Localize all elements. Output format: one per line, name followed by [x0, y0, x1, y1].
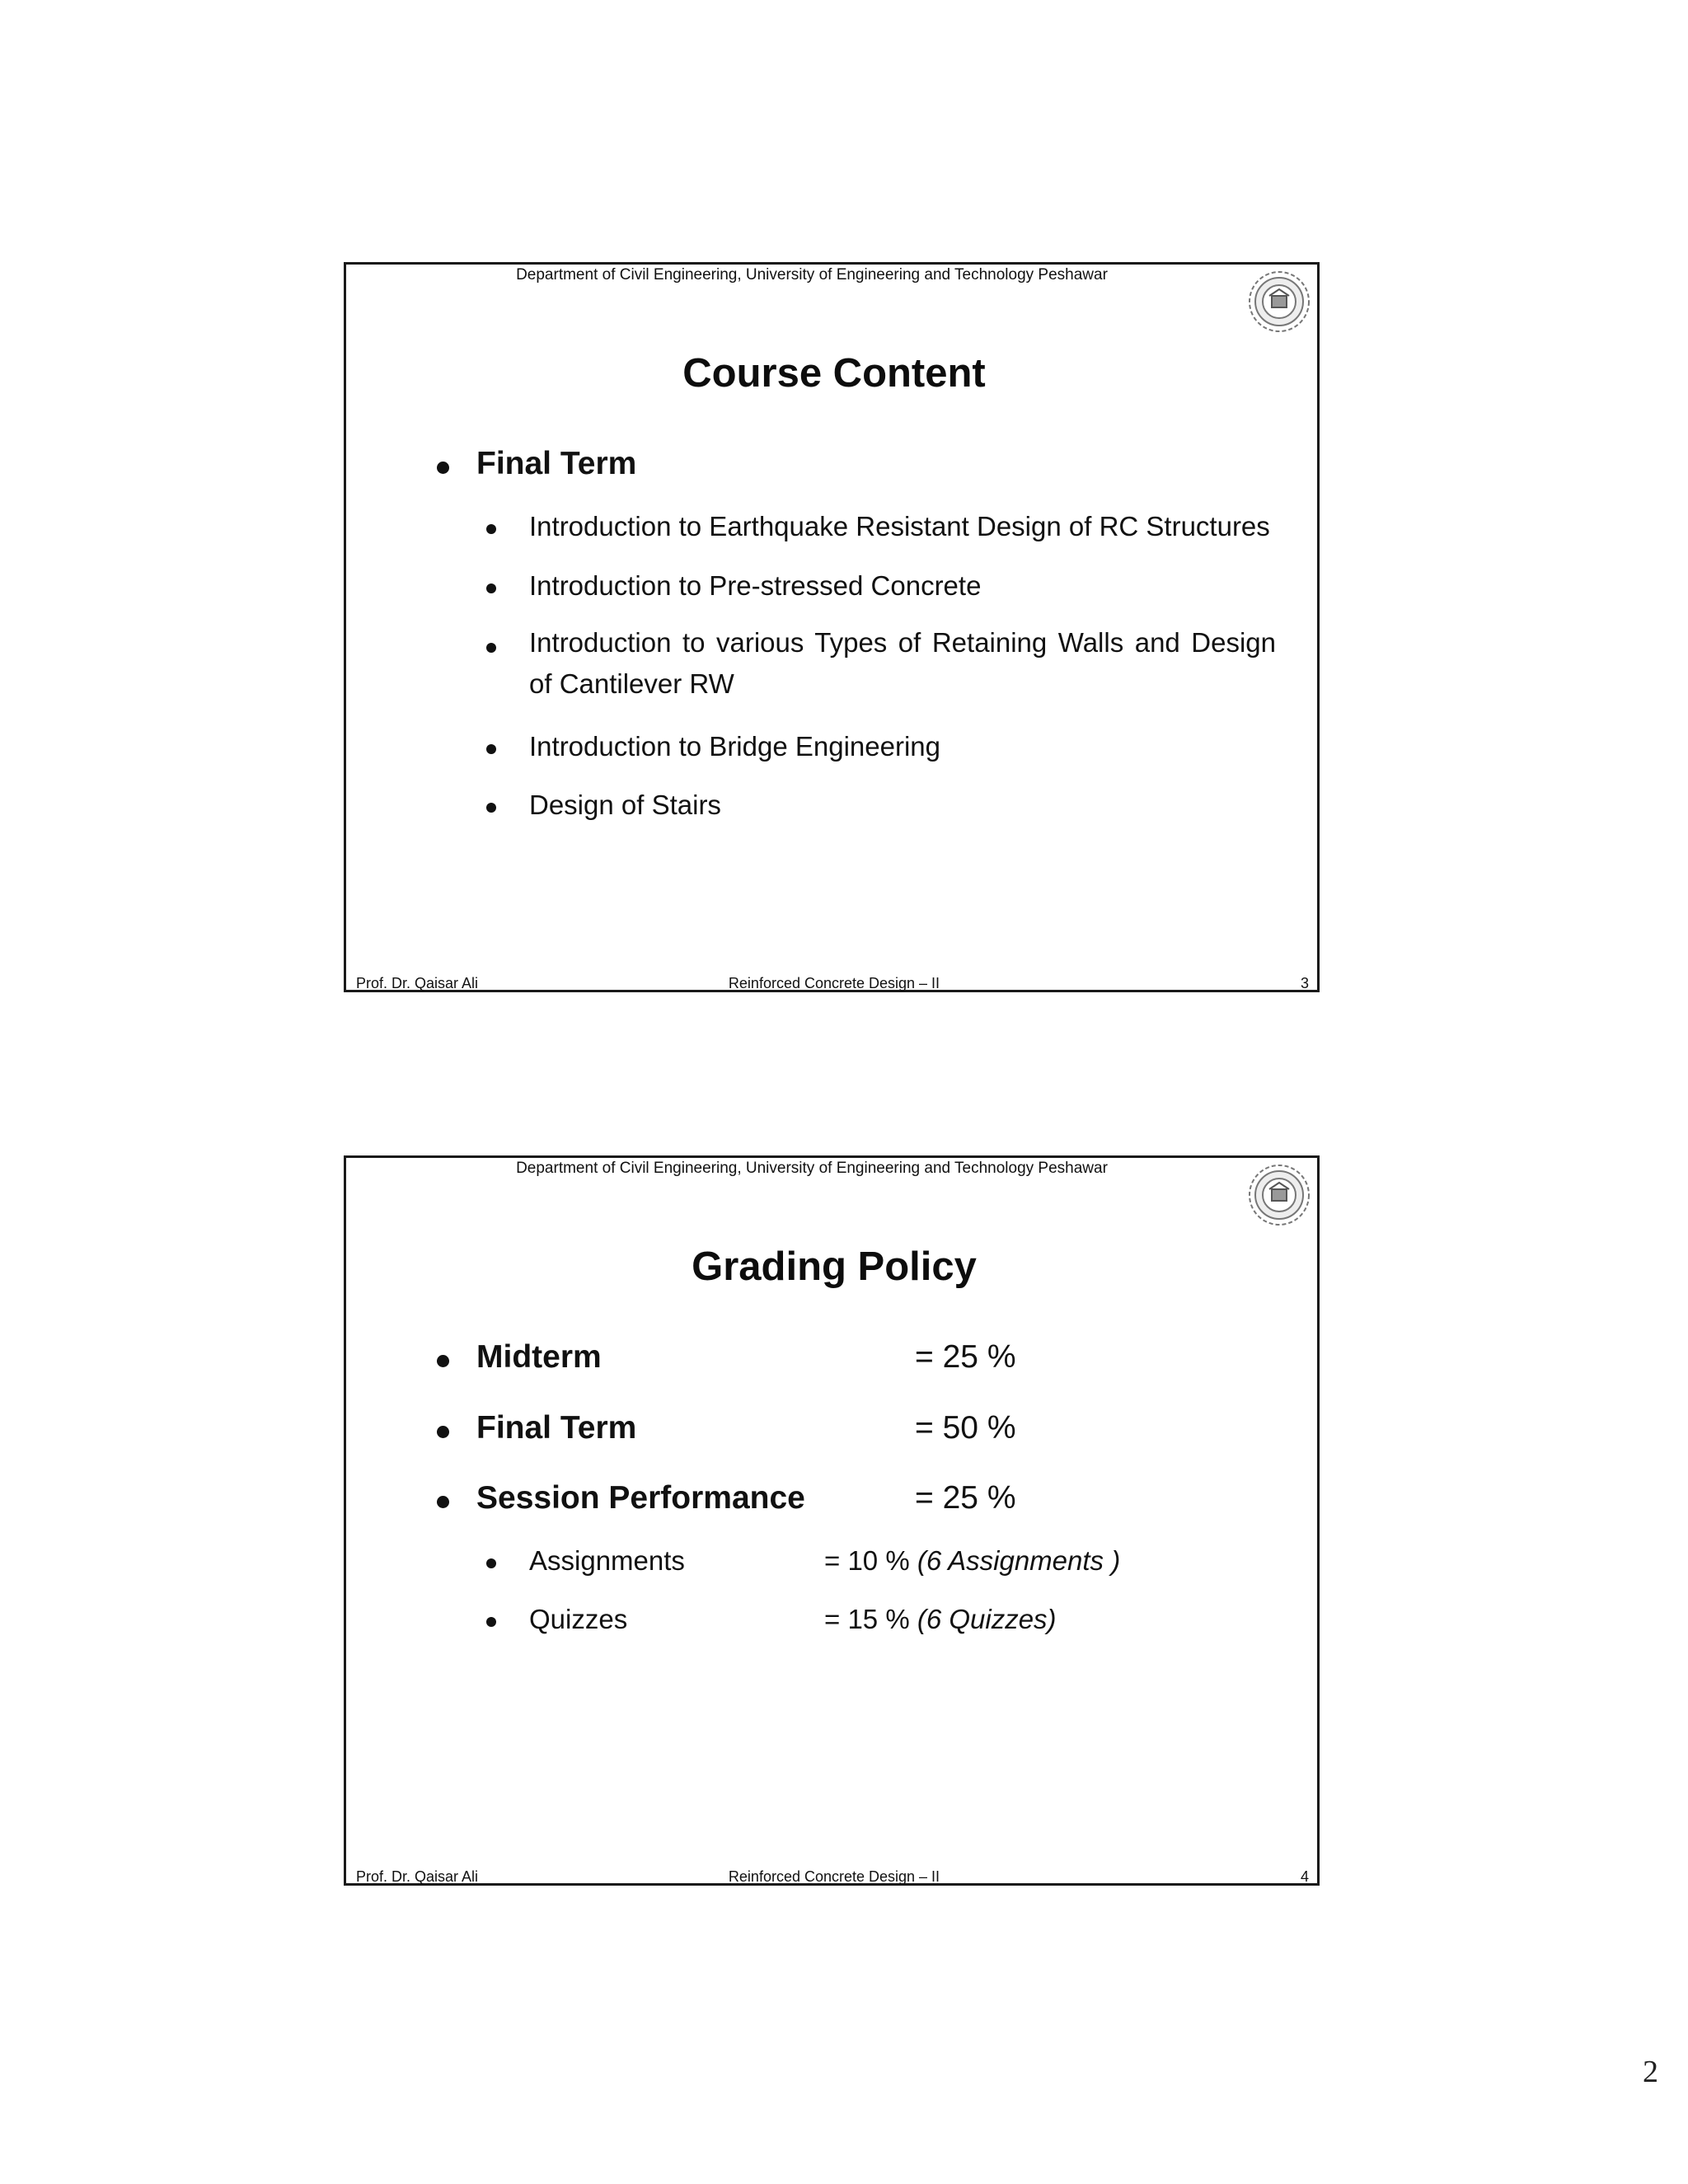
bullet-icon — [486, 583, 496, 593]
university-seal-icon — [1245, 267, 1314, 336]
slide-header: Department of Civil Engineering, University of Engineering and Technology Peshawar — [516, 1160, 1108, 1177]
bullet-icon — [486, 744, 496, 754]
page-number: 2 — [1643, 2055, 1658, 2089]
footer-author: Prof. Dr. Qaisar Ali — [356, 975, 479, 991]
bullet-icon — [437, 1426, 449, 1438]
bullet-icon — [437, 1355, 449, 1367]
bullet-icon — [486, 1617, 496, 1627]
slide-title: Course Content — [682, 351, 986, 396]
slide-title: Grading Policy — [692, 1244, 977, 1289]
footer-slide-number: 3 — [1300, 975, 1309, 991]
bullet-icon — [486, 803, 496, 813]
footer-course: Reinforced Concrete Design – II — [728, 1868, 940, 1885]
bullet-icon — [486, 643, 496, 653]
footer-course: Reinforced Concrete Design – II — [728, 975, 940, 991]
bullet-icon — [437, 462, 449, 474]
university-seal-icon — [1245, 1160, 1314, 1230]
footer-author: Prof. Dr. Qaisar Ali — [356, 1868, 479, 1885]
slide-header: Department of Civil Engineering, University of Engineering and Technology Peshawar — [516, 266, 1108, 284]
list-item: Introduction to various Types of Retaining Walls and Design of Cantilever RW — [529, 627, 1276, 699]
bullet-icon — [486, 1558, 496, 1568]
footer-slide-number: 4 — [1300, 1868, 1309, 1885]
bullet-icon — [437, 1496, 449, 1508]
bullet-icon — [486, 524, 496, 534]
slide-course-content: Department of Civil Engineering, University of Engineering and Technology Peshawar Course Content Final Term Introduction to Earthquake Resistant Design of RC Structures Introduction to Pre-stressed Concrete Introduction to various Types of Retaining Walls and Design of Cantilever RW Introduction to Bridge Engineering Design of Stairs Prof. Dr. Qaisar Ali Reinforced Concrete Design – II 3 — [344, 262, 1320, 992]
slide-grading-policy: Department of Civil Engineering, University of Engineering and Technology Peshawar Grading Policy Midterm = 25 % Final Term = 50 % Session Performance = 25 % Assignments = 10 % (6 Assignments ) Quizzes = 15 % (6 Quizzes) Prof. Dr. Qaisar Ali Reinforced Concrete Design – II 4 — [344, 1155, 1320, 1886]
